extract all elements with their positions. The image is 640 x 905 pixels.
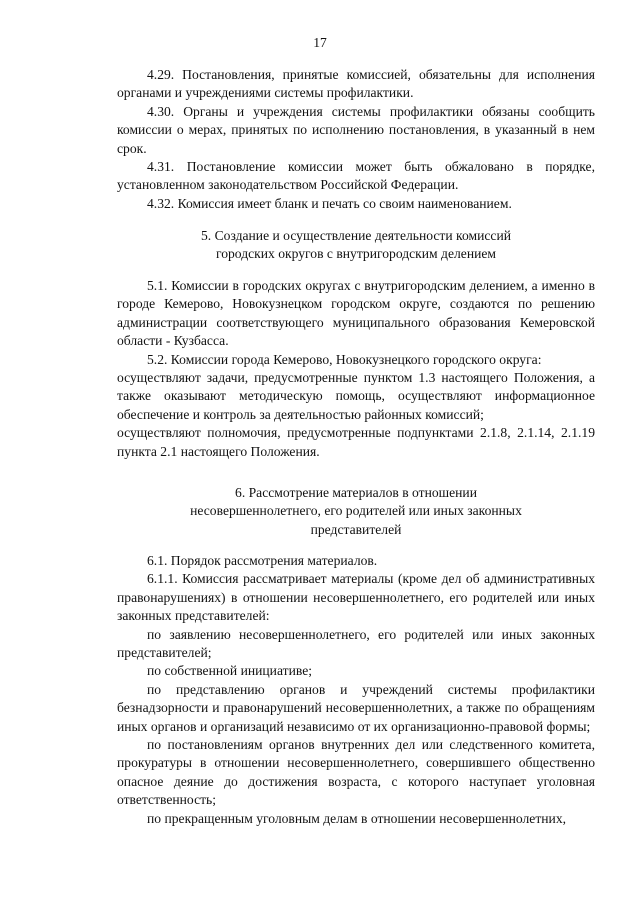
section-5-body xyxy=(117,277,595,461)
paragraph-5-2-powers: осуществляют полномочия, предусмотренные подпунктами 2.1.8, 2.1.14, 2.1.19 пункта 2.1 настоящего Положения. xyxy=(117,425,595,459)
paragraph-5-2: 5.2. Комиссии города Кемерово, Новокузнецкого городского округа: xyxy=(147,351,542,367)
list-item-own-initiative: по собственной инициативе; xyxy=(147,663,313,679)
section-5-heading xyxy=(117,227,595,264)
section-6-heading-line-3: представителей xyxy=(310,521,402,537)
paragraph-4-30: 4.30. Органы и учреждения системы профилактики обязаны сообщить комиссии о мерах, принятых по исполнению постановления, в указанный в нем срок. xyxy=(117,103,595,156)
list-item-application: по заявлению несовершеннолетнего, его родителей или иных законных представителей; xyxy=(117,626,595,661)
list-item-terminated-cases: по прекращенным уголовным делам в отношении несовершеннолетних, xyxy=(147,810,567,826)
section-5-heading-line-1: 5. Создание и осуществление деятельности комиссий xyxy=(201,228,511,243)
paragraph-5-1: 5.1. Комиссии в городских округах с внутригородским делением, а именно в городе Кемерово, Новокузнецком городском округе, создаются по решению администрации соответствующего муниципального образования Кемеровской области - Кузбасса. xyxy=(117,278,595,349)
section-4-tail xyxy=(117,66,595,213)
paragraph-4-31: 4.31. Постановление комиссии может быть обжаловано в порядке, установленном законодательством Российской Федерации. xyxy=(117,159,595,193)
section-5-heading-line-2: городских округов с внутригородским делением xyxy=(215,246,497,262)
section-6-heading-line-1: 6. Рассмотрение материалов в отношении xyxy=(235,485,477,500)
section-6-body xyxy=(117,552,595,828)
section-6-heading xyxy=(117,484,595,539)
page-number: 17 xyxy=(313,35,327,50)
list-item-resolutions: по постановлениям органов внутренних дел или следственного комитета, прокуратуры в отношении несовершеннолетнего, совершившего общественно опасное деяние до достижения возраста, с которого наступает уголовная ответственность; xyxy=(117,737,595,808)
paragraph-5-2-tasks: осуществляют задачи, предусмотренные пунктом 1.3 настоящего Положения, а также оказывают методическую помощь, осуществляют информационное обеспечение и контроль за деятельностью районных комиссий; xyxy=(117,370,595,422)
paragraph-4-29: 4.29. Постановления, принятые комиссией, обязательны для исполнения органами и учреждениями системы профилактики. xyxy=(117,67,595,101)
paragraph-6-1: 6.1. Порядок рассмотрения материалов. xyxy=(147,553,378,568)
paragraph-6-1-1: 6.1.1. Комиссия рассматривает материалы (кроме дел об административных правонарушениях) в отношении несовершеннолетнего, его родителей или иных законных представителей: xyxy=(117,571,595,624)
section-6-heading-line-2: несовершеннолетнего, его родителей или иных законных xyxy=(190,503,522,519)
paragraph-4-32: 4.32. Комиссия имеет бланк и печать со своим наименованием. xyxy=(147,195,512,211)
list-item-submission: по представлению органов и учреждений системы профилактики безнадзорности и правонарушений несовершеннолетних, а также по обращениям иных органов и организаций независимо от их организационно-правовой формы; xyxy=(117,681,595,734)
